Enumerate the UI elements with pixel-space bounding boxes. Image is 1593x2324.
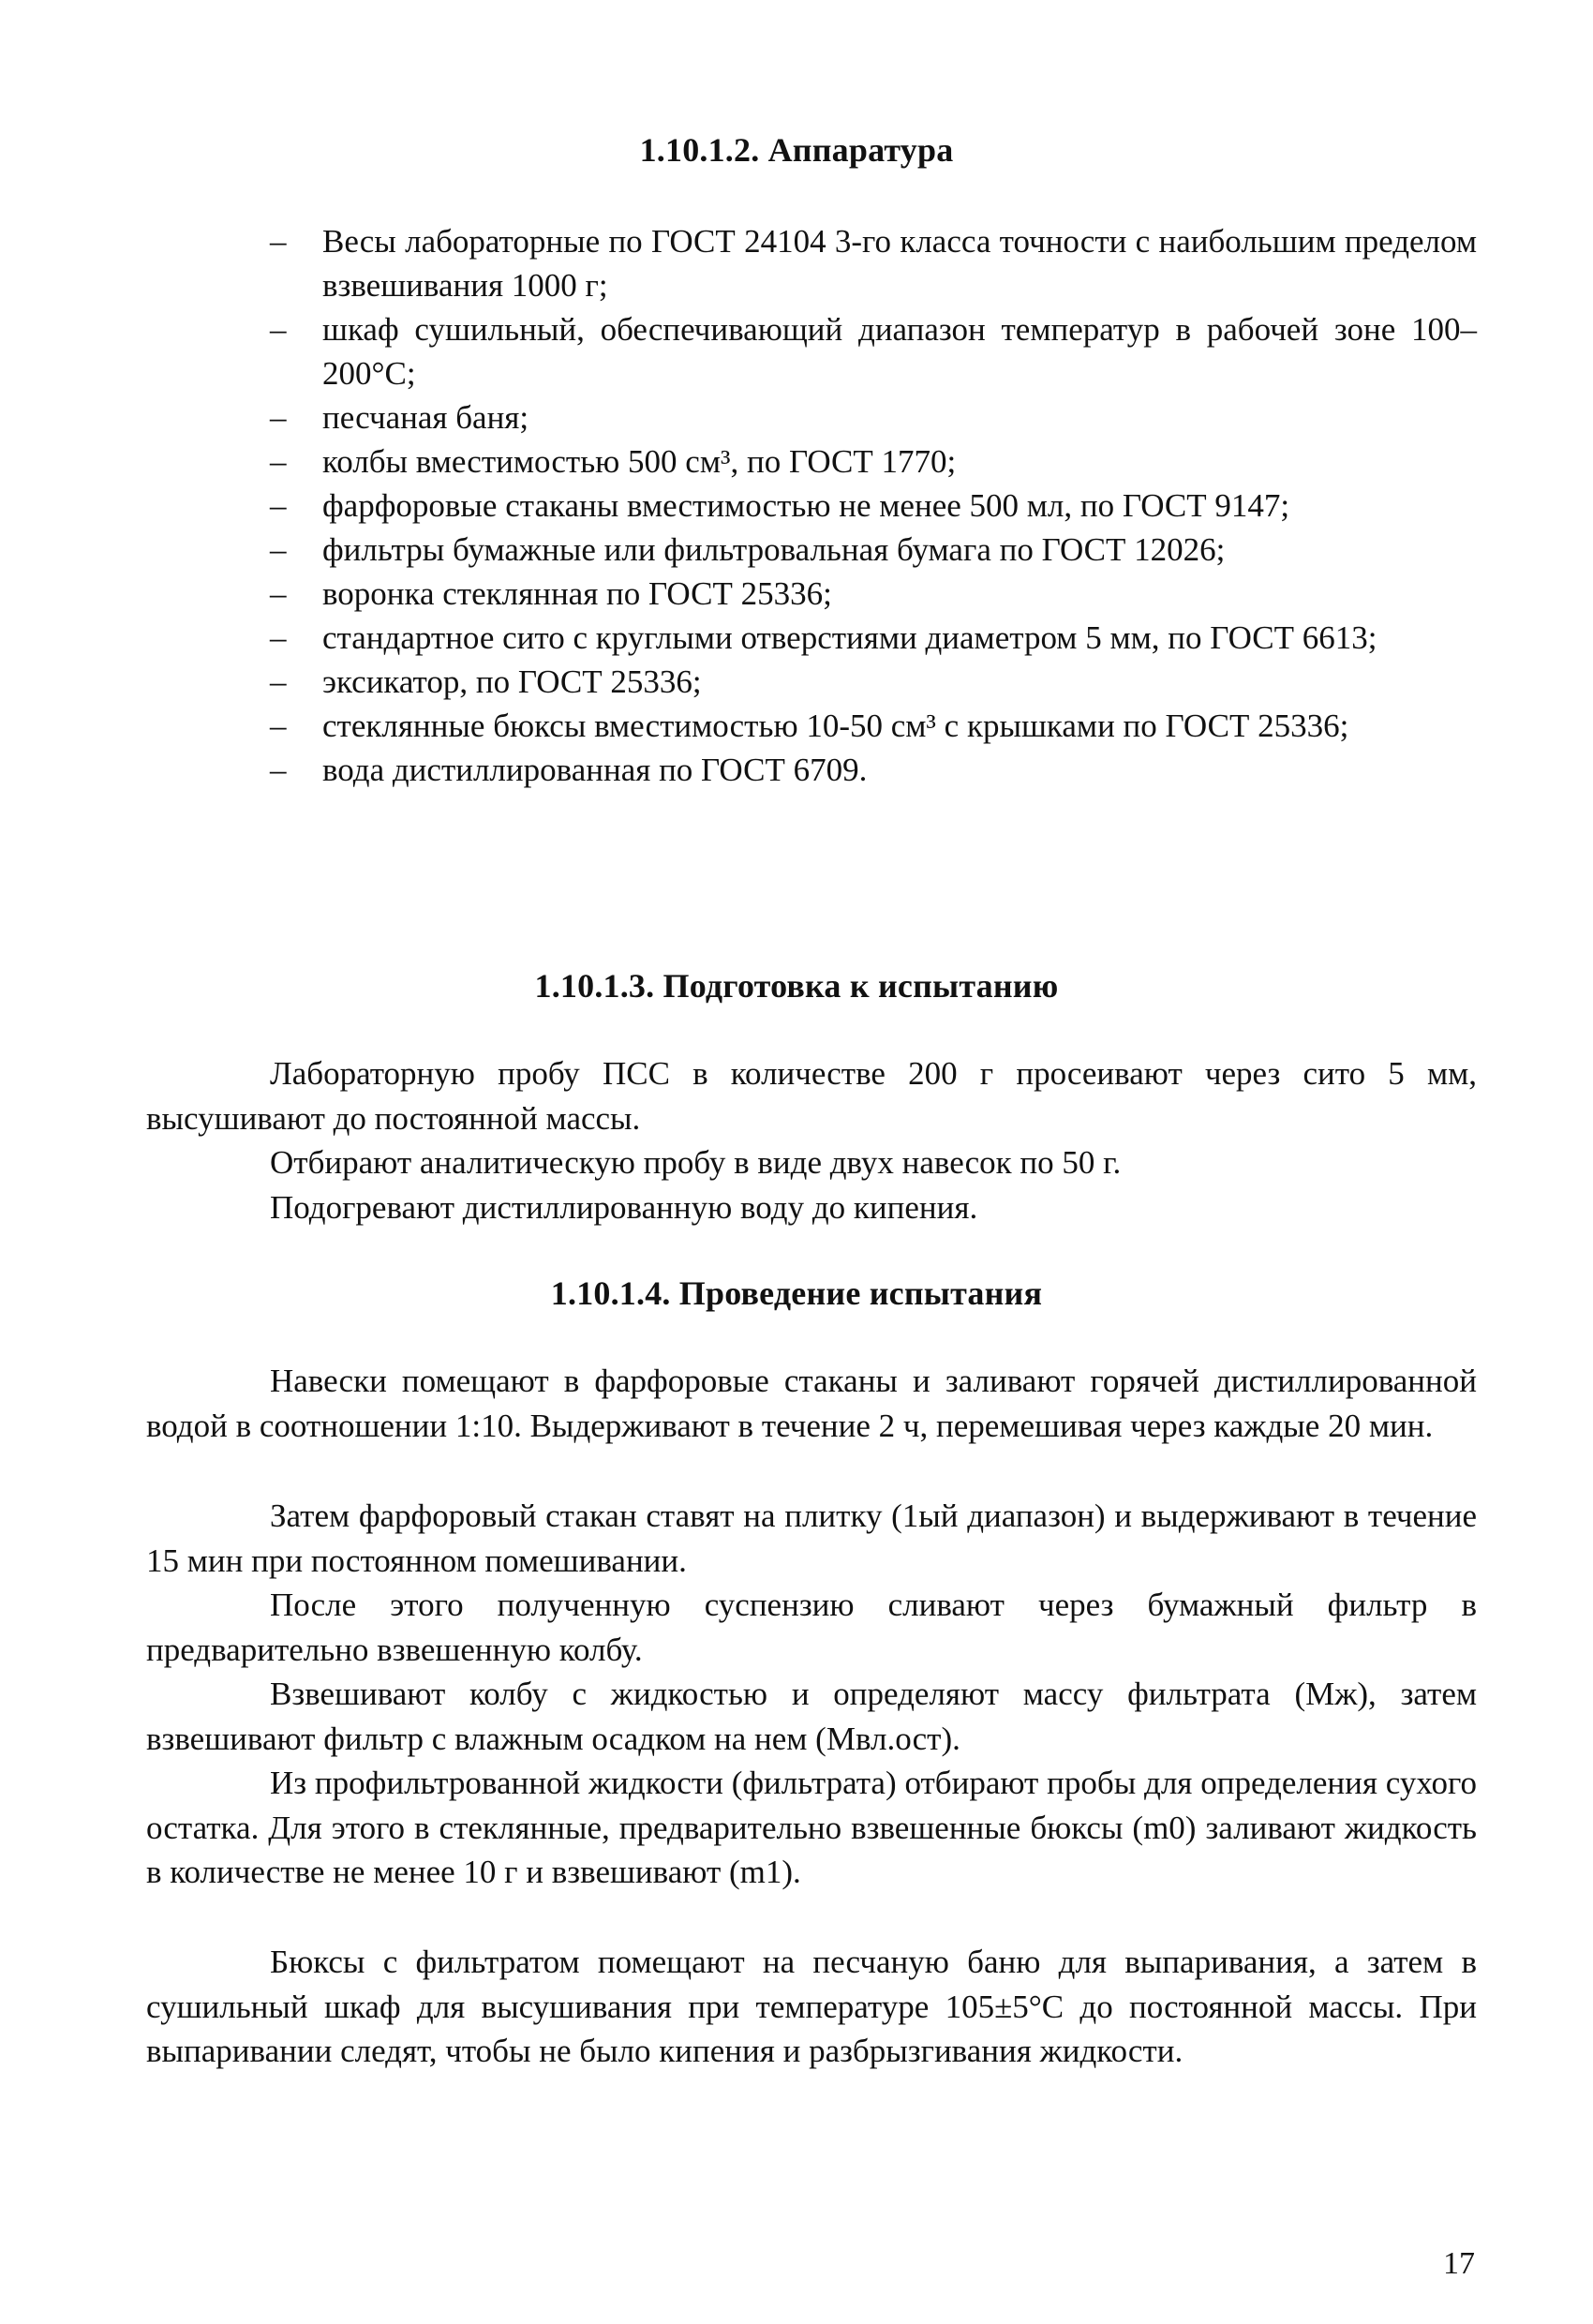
preparation-paragraph: Подогревают дистиллированную воду до кипения.: [270, 1189, 978, 1226]
list-dash: –: [270, 619, 287, 656]
list-dash: –: [270, 399, 287, 436]
section-title-preparation: 1.10.1.3. Подготовка к испытанию: [534, 967, 1059, 1005]
list-dash: –: [270, 663, 287, 700]
apparatus-list: [270, 219, 1477, 792]
list-item-text: Весы лабораторные по ГОСТ 24104 3-го класса точности с наибольшим пределом взвешивания 1000 г;: [322, 223, 1477, 304]
list-item: [270, 219, 1477, 307]
procedure-paragraph: Затем фарфоровый стакан ставят на плитку (1ый диапазон) и выдерживают в течение 15 мин при постоянном помешивании.: [146, 1497, 1477, 1579]
list-item: [270, 484, 1477, 528]
list-item: [270, 660, 1477, 704]
list-item: [270, 395, 1477, 439]
list-item: [270, 616, 1477, 660]
list-item-text: эксикатор, по ГОСТ 25336;: [322, 663, 702, 700]
list-item-text: воронка стеклянная по ГОСТ 25336;: [322, 575, 832, 612]
list-item: [270, 528, 1477, 572]
list-dash: –: [270, 752, 287, 788]
procedure-paragraph: Бюксы с фильтратом помещают на песчаную баню для выпаривания, а затем в сушильный шкаф для высушивания при температуре 105±5°С до постоянной массы. При выпаривании следят, чтобы не было кипения и разбрызгивания жидкости.: [146, 1944, 1477, 2069]
list-item-text: стандартное сито с круглыми отверстиями диаметром 5 мм, по ГОСТ 6613;: [322, 619, 1377, 656]
preparation-paragraph: Отбирают аналитическую пробу в виде двух навесок по 50 г.: [270, 1144, 1122, 1181]
list-dash: –: [270, 443, 287, 480]
list-item: [270, 572, 1477, 616]
list-item: [270, 307, 1477, 395]
section-title-apparatus: 1.10.1.2. Аппаратура: [639, 131, 954, 169]
list-item-text: вода дистиллированная по ГОСТ 6709.: [322, 752, 868, 788]
page-number: 17: [1443, 2246, 1475, 2281]
procedure-paragraph: Навески помещают в фарфоровые стаканы и заливают горячей дистиллированной водой в соотношении 1:10. Выдерживают в течение 2 ч, перемешивая через каждые 20 мин.: [146, 1363, 1477, 1444]
list-dash: –: [270, 575, 287, 612]
list-dash: –: [270, 531, 287, 568]
list-item-text: фарфоровые стаканы вместимостью не менее 500 мл, по ГОСТ 9147;: [322, 487, 1290, 524]
section-title-procedure: 1.10.1.4. Проведение испытания: [550, 1274, 1043, 1312]
list-item: [270, 748, 1477, 792]
list-dash: –: [270, 223, 287, 260]
list-item-text: стеклянные бюксы вместимостью 10-50 см³ с крышками по ГОСТ 25336;: [322, 708, 1349, 744]
preparation-paragraph: Лабораторную пробу ПСС в количестве 200 г просеивают через сито 5 мм, высушивают до постоянной массы.: [146, 1055, 1477, 1137]
list-dash: –: [270, 311, 287, 348]
procedure-paragraph: Взвешивают колбу с жидкостью и определяют массу фильтрата (Mж), затем взвешивают фильтр с влажным осадком на нем (Mвл.ост).: [146, 1676, 1477, 1757]
list-item-text: фильтры бумажные или фильтровальная бумага по ГОСТ 12026;: [322, 531, 1226, 568]
procedure-paragraph: Из профильтрованной жидкости (фильтрата) отбирают пробы для определения сухого остатка. Для этого в стеклянные, предварительно взвешенные бюксы (m0) заливают жидкость в количестве не менее 10 г и взвешивают (m1).: [146, 1765, 1477, 1890]
procedure-paragraph: После этого полученную суспензию сливают через бумажный фильтр в предварительно взвешенную колбу.: [146, 1587, 1477, 1668]
list-item-text: колбы вместимостью 500 см³, по ГОСТ 1770;: [322, 443, 957, 480]
list-item-text: песчаная баня;: [322, 399, 529, 436]
list-dash: –: [270, 708, 287, 744]
list-item: [270, 704, 1477, 748]
list-dash: –: [270, 487, 287, 524]
list-item-text: шкаф сушильный, обеспечивающий диапазон температур в рабочей зоне 100–200°С;: [322, 311, 1477, 392]
list-item: [270, 439, 1477, 484]
